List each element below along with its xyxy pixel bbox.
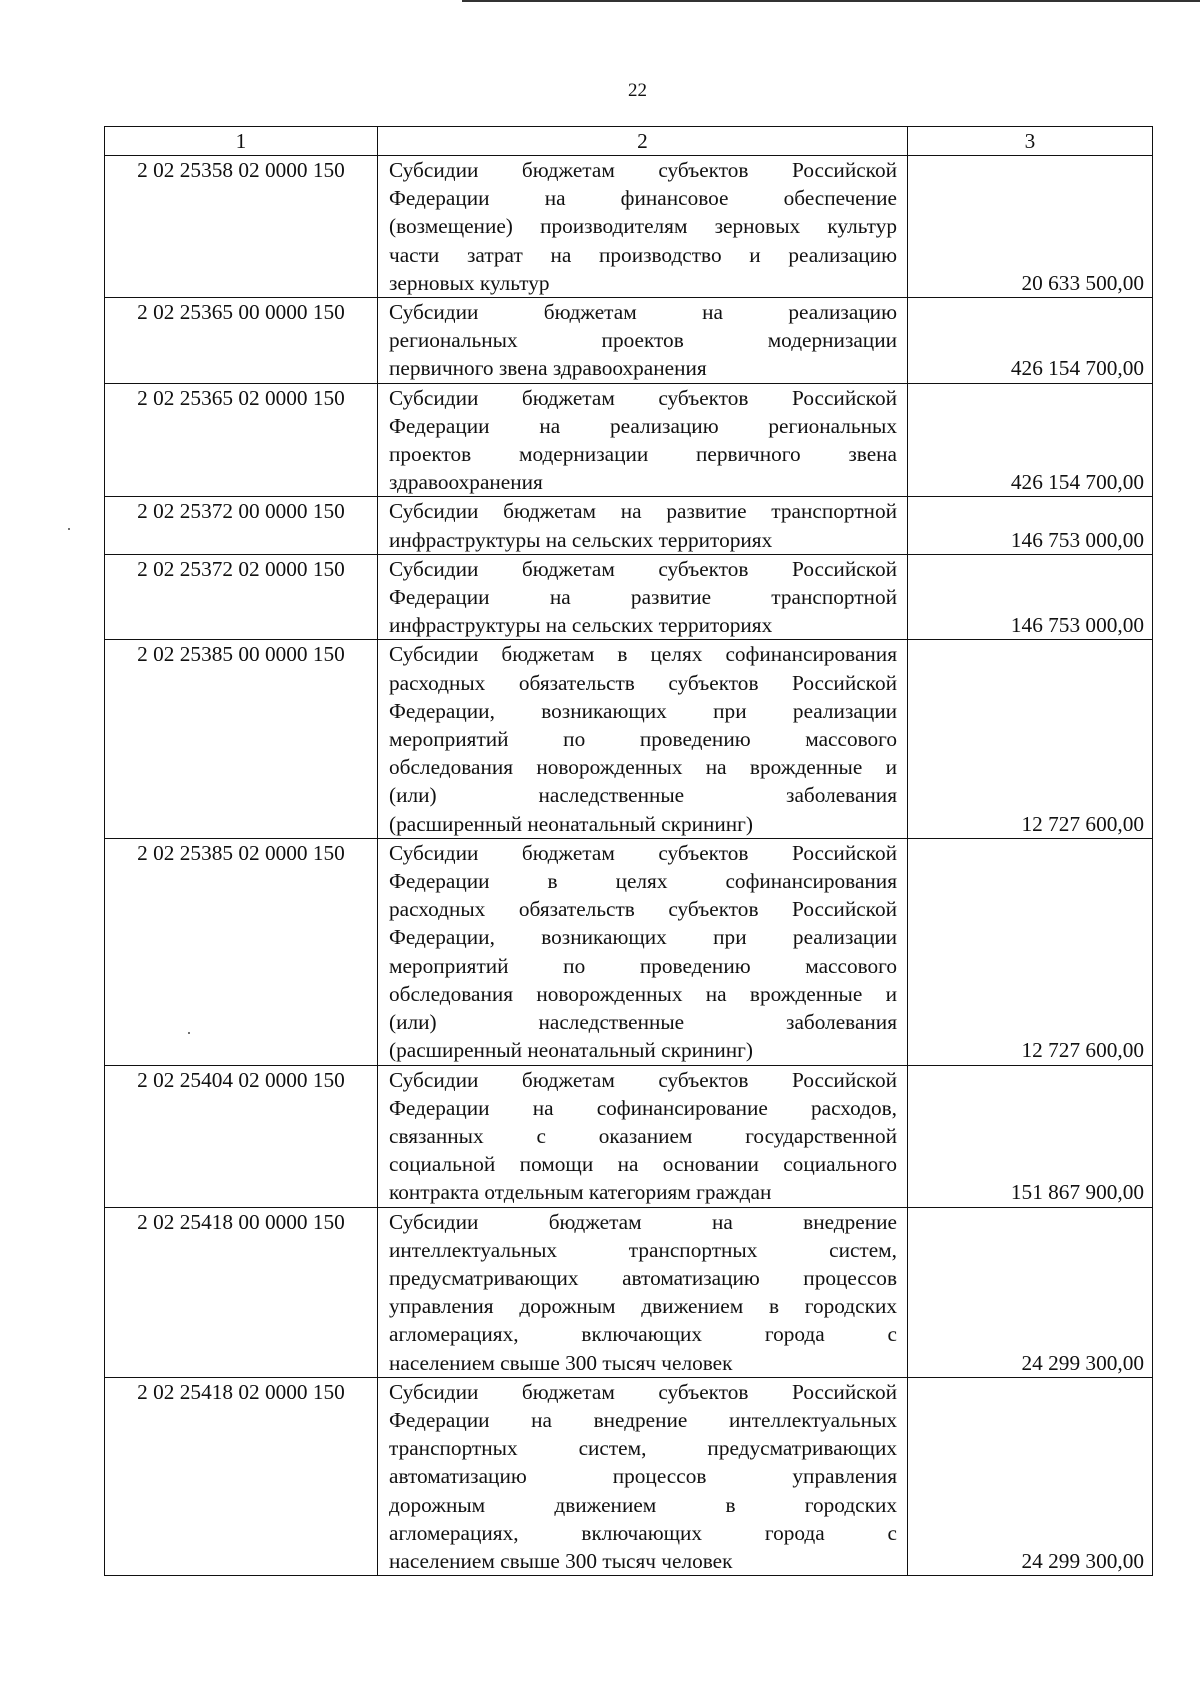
description-line: дорожным движением в городских (389, 1492, 897, 1517)
description-line: обследования новорожденных на врожденные и (389, 755, 897, 780)
description-line: Федерации, возникающих при реализации (389, 925, 897, 950)
table-row (105, 298, 1153, 384)
description-line: предусматривающих автоматизацию процессов (389, 1265, 897, 1290)
description-line: Федерации на финансовое обеспечение (389, 186, 897, 211)
description-line: связанных с оказанием государственной (389, 1123, 897, 1148)
table-row (105, 383, 1153, 497)
description-line: автоматизацию процессов управления (389, 1464, 897, 1489)
budget-table (104, 126, 1153, 1576)
budget-code-cell: 2 02 25372 02 0000 150 (105, 554, 378, 640)
table-row (105, 1065, 1153, 1207)
description-line: контракта отдельным категориям граждан (389, 1180, 772, 1205)
budget-code-cell: 2 02 25385 00 0000 150 (105, 640, 378, 838)
budget-code-cell: 2 02 25404 02 0000 150 (105, 1065, 378, 1207)
description-line: Субсидии бюджетам на реализацию (389, 300, 897, 325)
amount-cell: 146 753 000,00 (908, 554, 1153, 640)
description-line: Федерации на софинансирование расходов, (389, 1095, 897, 1120)
column-header-3: 3 (908, 127, 1153, 156)
description-line: Субсидии бюджетам субъектов Российской (389, 1067, 897, 1092)
table-row (105, 554, 1153, 640)
description-line: социальной помощи на основании социального (389, 1152, 897, 1177)
description-line: Федерации на внедрение интеллектуальных (389, 1407, 897, 1432)
description-cell (378, 383, 908, 497)
table-row (105, 1207, 1153, 1377)
description-line: Федерации, возникающих при реализации (389, 698, 897, 723)
description-cell (378, 1065, 908, 1207)
description-line: Субсидии бюджетам субъектов Российской (389, 840, 897, 865)
amount-cell: 24 299 300,00 (908, 1377, 1153, 1575)
amount-cell: 151 867 900,00 (908, 1065, 1153, 1207)
description-line: части затрат на производство и реализацию (389, 242, 897, 267)
description-line: Субсидии бюджетам на развитие транспортной (389, 499, 897, 524)
budget-table-wrapper (104, 126, 1153, 1576)
description-cell (378, 298, 908, 384)
description-cell (378, 640, 908, 838)
budget-code-cell: 2 02 25418 00 0000 150 (105, 1207, 378, 1377)
description-line: расходных обязательств субъектов Российской (389, 897, 897, 922)
amount-cell: 146 753 000,00 (908, 497, 1153, 554)
description-line: инфраструктуры на сельских территориях (389, 527, 773, 552)
description-cell (378, 838, 908, 1065)
description-cell (378, 156, 908, 298)
description-line: расходных обязательств субъектов Российской (389, 670, 897, 695)
top-border-line (462, 0, 1200, 2)
description-line: Субсидии бюджетам на внедрение (389, 1209, 897, 1234)
amount-cell: 426 154 700,00 (908, 298, 1153, 384)
description-line: первичного звена здравоохранения (389, 356, 707, 381)
description-line: агломерациях, включающих города с (389, 1520, 897, 1545)
description-line: региональных проектов модернизации (389, 328, 897, 353)
scan-speck (68, 528, 70, 530)
description-line: Субсидии бюджетам в целях софинансирования (389, 642, 897, 667)
budget-code-cell: 2 02 25365 02 0000 150 (105, 383, 378, 497)
budget-code-cell: 2 02 25418 02 0000 150 (105, 1377, 378, 1575)
description-line: обследования новорожденных на врожденные и (389, 981, 897, 1006)
description-line: Федерации в целях софинансирования (389, 869, 897, 894)
budget-code-cell: 2 02 25358 02 0000 150 (105, 156, 378, 298)
table-body (105, 156, 1153, 1576)
description-line: (или) наследственные заболевания (389, 1010, 897, 1035)
page-number: 22 (628, 80, 647, 101)
description-line: Субсидии бюджетам субъектов Российской (389, 556, 897, 581)
column-header-2: 2 (378, 127, 908, 156)
amount-cell: 20 633 500,00 (908, 156, 1153, 298)
description-line: здравоохранения (389, 470, 543, 495)
table-row (105, 156, 1153, 298)
description-line: населением свыше 300 тысяч человек (389, 1548, 733, 1573)
scan-speck (188, 1032, 190, 1034)
amount-cell: 426 154 700,00 (908, 383, 1153, 497)
description-line: Федерации на развитие транспортной (389, 585, 897, 610)
amount-cell: 24 299 300,00 (908, 1207, 1153, 1377)
description-line: (расширенный неонатальный скрининг) (389, 811, 754, 836)
description-cell (378, 1207, 908, 1377)
description-cell (378, 497, 908, 554)
column-header-1: 1 (105, 127, 378, 156)
description-line: транспортных систем, предусматривающих (389, 1436, 897, 1461)
description-line: зерновых культур (389, 270, 550, 295)
description-line: Субсидии бюджетам субъектов Российской (389, 1379, 897, 1404)
table-header-row (105, 127, 1153, 156)
description-line: мероприятий по проведению массового (389, 953, 897, 978)
budget-code-cell: 2 02 25365 00 0000 150 (105, 298, 378, 384)
description-line: Субсидии бюджетам субъектов Российской (389, 385, 897, 410)
description-line: (или) наследственные заболевания (389, 783, 897, 808)
budget-code-cell: 2 02 25385 02 0000 150 (105, 838, 378, 1065)
description-line: проектов модернизации первичного звена (389, 442, 897, 467)
description-line: населением свыше 300 тысяч человек (389, 1350, 733, 1375)
description-line: управления дорожным движением в городских (389, 1294, 897, 1319)
amount-cell: 12 727 600,00 (908, 640, 1153, 838)
description-line: агломерациях, включающих города с (389, 1322, 897, 1347)
description-line: (расширенный неонатальный скрининг) (389, 1038, 754, 1063)
table-row (105, 838, 1153, 1065)
description-line: мероприятий по проведению массового (389, 727, 897, 752)
description-line: (возмещение) производителям зерновых культур (389, 214, 897, 239)
description-line: Федерации на реализацию региональных (389, 413, 897, 438)
budget-code-cell: 2 02 25372 00 0000 150 (105, 497, 378, 554)
amount-cell: 12 727 600,00 (908, 838, 1153, 1065)
table-row (105, 497, 1153, 554)
table-row (105, 1377, 1153, 1575)
description-cell (378, 1377, 908, 1575)
description-cell (378, 554, 908, 640)
description-line: инфраструктуры на сельских территориях (389, 613, 773, 638)
description-line: Субсидии бюджетам субъектов Российской (389, 158, 897, 182)
description-line: интеллектуальных транспортных систем, (389, 1237, 897, 1262)
table-row (105, 640, 1153, 838)
